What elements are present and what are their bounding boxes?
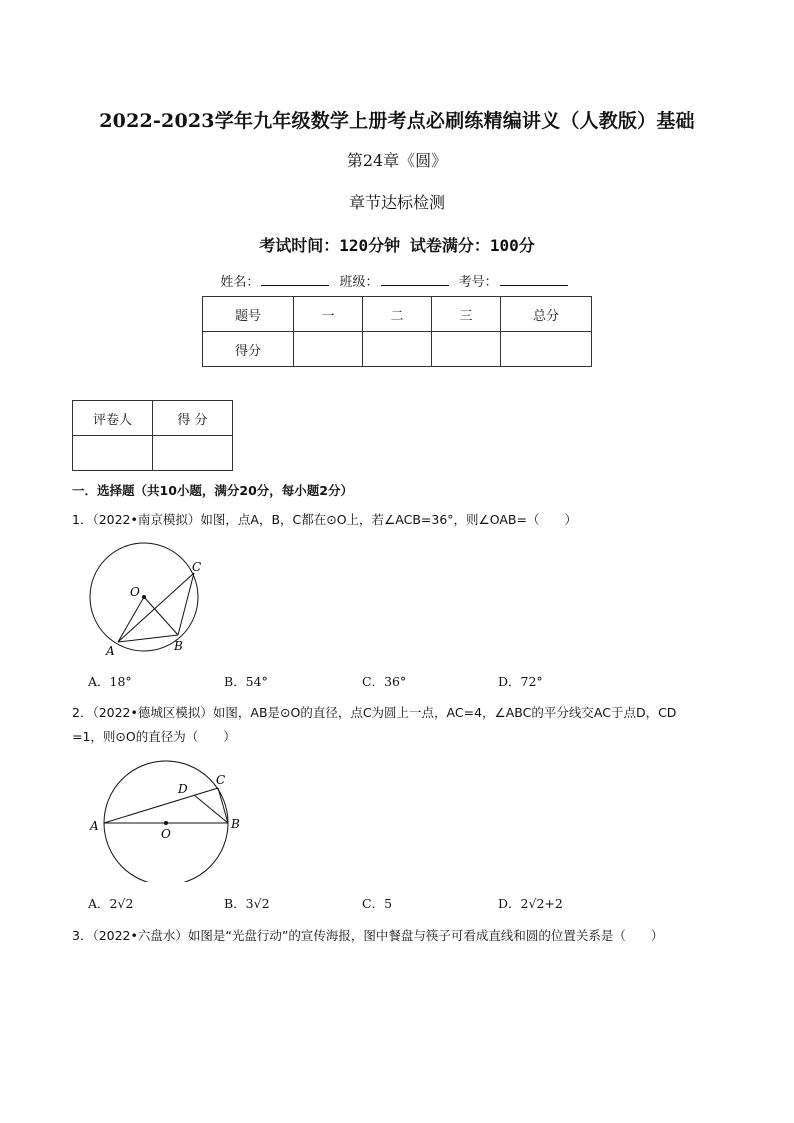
label-a: A	[106, 644, 115, 658]
question-1	[72, 508, 732, 532]
label-d: D	[178, 782, 188, 796]
label-c: C	[192, 560, 202, 574]
score-table-header-row	[203, 297, 592, 332]
question-number: 1．	[72, 512, 93, 527]
grader-table-header-row	[73, 401, 233, 436]
label-o: O	[130, 585, 140, 599]
option-d[interactable]: D．72°	[498, 674, 543, 689]
question-text-line-1: 如图，AB是⊙O的直径，点C为圆上一点，AC=4，∠ABC的平分线交AC于点D，CD	[212, 705, 677, 720]
question-text-line-2: =1，则⊙O的直径为（ ）	[72, 729, 236, 744]
number-blank[interactable]	[500, 273, 568, 286]
question-2-figure	[86, 758, 256, 882]
grader-cell[interactable]	[73, 436, 153, 471]
grader-table-row	[73, 436, 233, 471]
option-b[interactable]: B．3√2	[224, 896, 270, 911]
name-blank[interactable]	[261, 273, 329, 286]
student-info-line	[0, 271, 794, 290]
question-text: 如图是“光盘行动”的宣传海报，图中餐盘与筷子可看成直线和圆的位置关系是（ ）	[187, 928, 664, 943]
question-number: 2．	[72, 705, 93, 720]
score-cell[interactable]	[501, 332, 592, 367]
score-table-score-row	[203, 332, 592, 367]
grader-header-cell: 得 分	[153, 401, 233, 436]
exam-info: 考试时间：120分钟 试卷满分：100分	[259, 236, 535, 255]
segment-ab	[118, 635, 178, 642]
score-cell[interactable]	[363, 332, 432, 367]
question-source: （2022•六盘水）	[92, 928, 188, 943]
segment-bc	[218, 788, 228, 823]
center-point	[142, 595, 146, 599]
label-o: O	[161, 827, 171, 841]
label-a: A	[90, 819, 99, 833]
number-label: 考号：	[458, 275, 498, 290]
segment-bc	[178, 573, 194, 635]
score-header-cell: 题号	[203, 297, 294, 332]
question-source: （2022•德城区模拟）	[92, 705, 213, 720]
label-b: B	[231, 817, 240, 831]
question-3	[72, 924, 732, 948]
score-header-cell: 一	[294, 297, 363, 332]
option-a[interactable]: A．2√2	[88, 896, 134, 911]
score-row-label: 得分	[203, 332, 294, 367]
center-point	[164, 821, 168, 825]
option-a[interactable]: A．18°	[88, 674, 132, 689]
name-label: 姓名：	[220, 275, 260, 290]
section-title: 章节达标检测	[348, 193, 445, 212]
score-table	[202, 296, 592, 367]
segment-ac	[118, 573, 194, 642]
score-cell[interactable]	[432, 332, 501, 367]
label-b: B	[174, 639, 183, 653]
question-source: （2022•南京模拟）	[92, 512, 201, 527]
option-d[interactable]: D．2√2+2	[498, 896, 563, 911]
option-c[interactable]: C．5	[362, 896, 393, 911]
segment-ac	[104, 788, 218, 823]
segment-oa	[118, 597, 144, 642]
score-header-cell: 总分	[501, 297, 592, 332]
section-heading: 一．选择题（共10小题，满分20分，每小题2分）	[72, 483, 353, 498]
score-cell[interactable]	[294, 332, 363, 367]
grader-cell[interactable]	[153, 436, 233, 471]
question-1-figure	[80, 540, 240, 660]
label-c: C	[216, 773, 226, 787]
question-text: 如图，点A，B，C都在⊙O上，若∠ACB=36°，则∠OAB=（ ）	[200, 512, 577, 527]
chapter-title: 第24章《圆》	[346, 151, 448, 170]
question-number: 3．	[72, 928, 93, 943]
document-title: 2022-2023学年九年级数学上册考点必刷练精编讲义（人教版）基础	[99, 110, 695, 132]
question-2	[72, 701, 732, 749]
grader-header-cell: 评卷人	[73, 401, 153, 436]
class-label: 班级：	[339, 275, 379, 290]
option-c[interactable]: C．36°	[362, 674, 407, 689]
score-header-cell: 三	[432, 297, 501, 332]
class-blank[interactable]	[381, 273, 449, 286]
grader-table	[72, 400, 233, 471]
option-b[interactable]: B．54°	[224, 674, 268, 689]
score-header-cell: 二	[363, 297, 432, 332]
